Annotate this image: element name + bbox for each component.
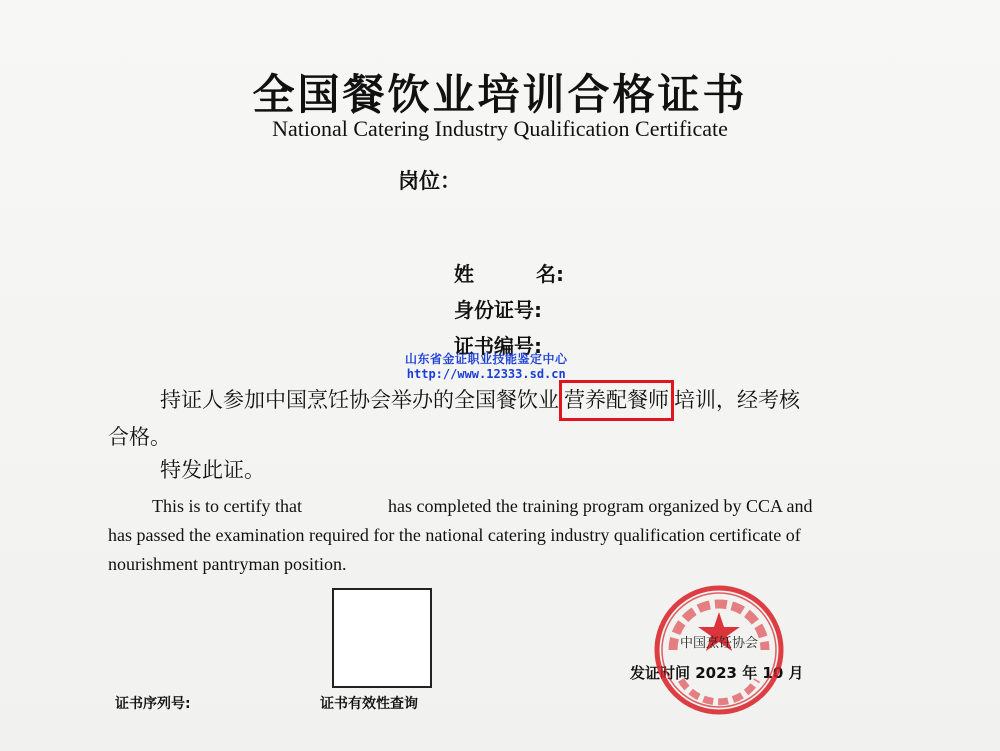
seal-center-text: 中国烹饪协会: [679, 636, 758, 651]
body-cn-line-2: 合格。: [108, 425, 171, 449]
body-cn-before: 持证人参加中国烹饪协会举办的全国餐饮业: [160, 388, 559, 412]
body-en-line-1-end: has completed the training program organized by CCA and: [387, 496, 813, 516]
watermark-org-name: 山东省金证职业技能鉴定中心: [405, 352, 568, 366]
name-field-label: [454, 258, 564, 287]
issue-date: 发证时间 2023 年 10 月: [630, 664, 804, 682]
body-cn-line-1: [108, 380, 908, 421]
body-en-line-2: has passed the examination required for the national catering industry qualification certificate of: [108, 525, 801, 545]
body-en-line-3: nourishment pantryman position.: [108, 554, 347, 574]
name-label-second: 名:: [536, 262, 564, 286]
watermark-url: http://www.12333.sd.cn: [406, 367, 566, 381]
official-seal-stamp: [653, 584, 785, 716]
body-cn-line-3: 特发此证。: [160, 458, 265, 482]
certificate-title-cn: 全国餐饮业培训合格证书: [252, 70, 748, 119]
body-en-line-1-start: This is to certify that: [152, 496, 302, 516]
body-en-line-1: [108, 492, 908, 521]
certificate-body-en: [108, 492, 908, 579]
certificate-title-en: National Catering Industry Qualification Certificate: [272, 116, 728, 141]
id-number-label: 身份证号:: [454, 298, 542, 322]
highlighted-position: 营养配餐师: [559, 380, 674, 421]
name-label-first: 姓: [454, 262, 474, 286]
issuer-watermark: [405, 350, 568, 381]
body-cn-after: 培训，经考核: [674, 388, 800, 412]
certificate-body-cn: [108, 380, 908, 487]
cert-number-label: 证书编号:: [454, 334, 542, 358]
validity-query-label: 证书有效性查询: [320, 696, 418, 712]
verification-qr-box: [332, 588, 432, 688]
post-label: 岗位：: [398, 169, 461, 193]
serial-number-label: 证书序列号:: [115, 696, 191, 712]
